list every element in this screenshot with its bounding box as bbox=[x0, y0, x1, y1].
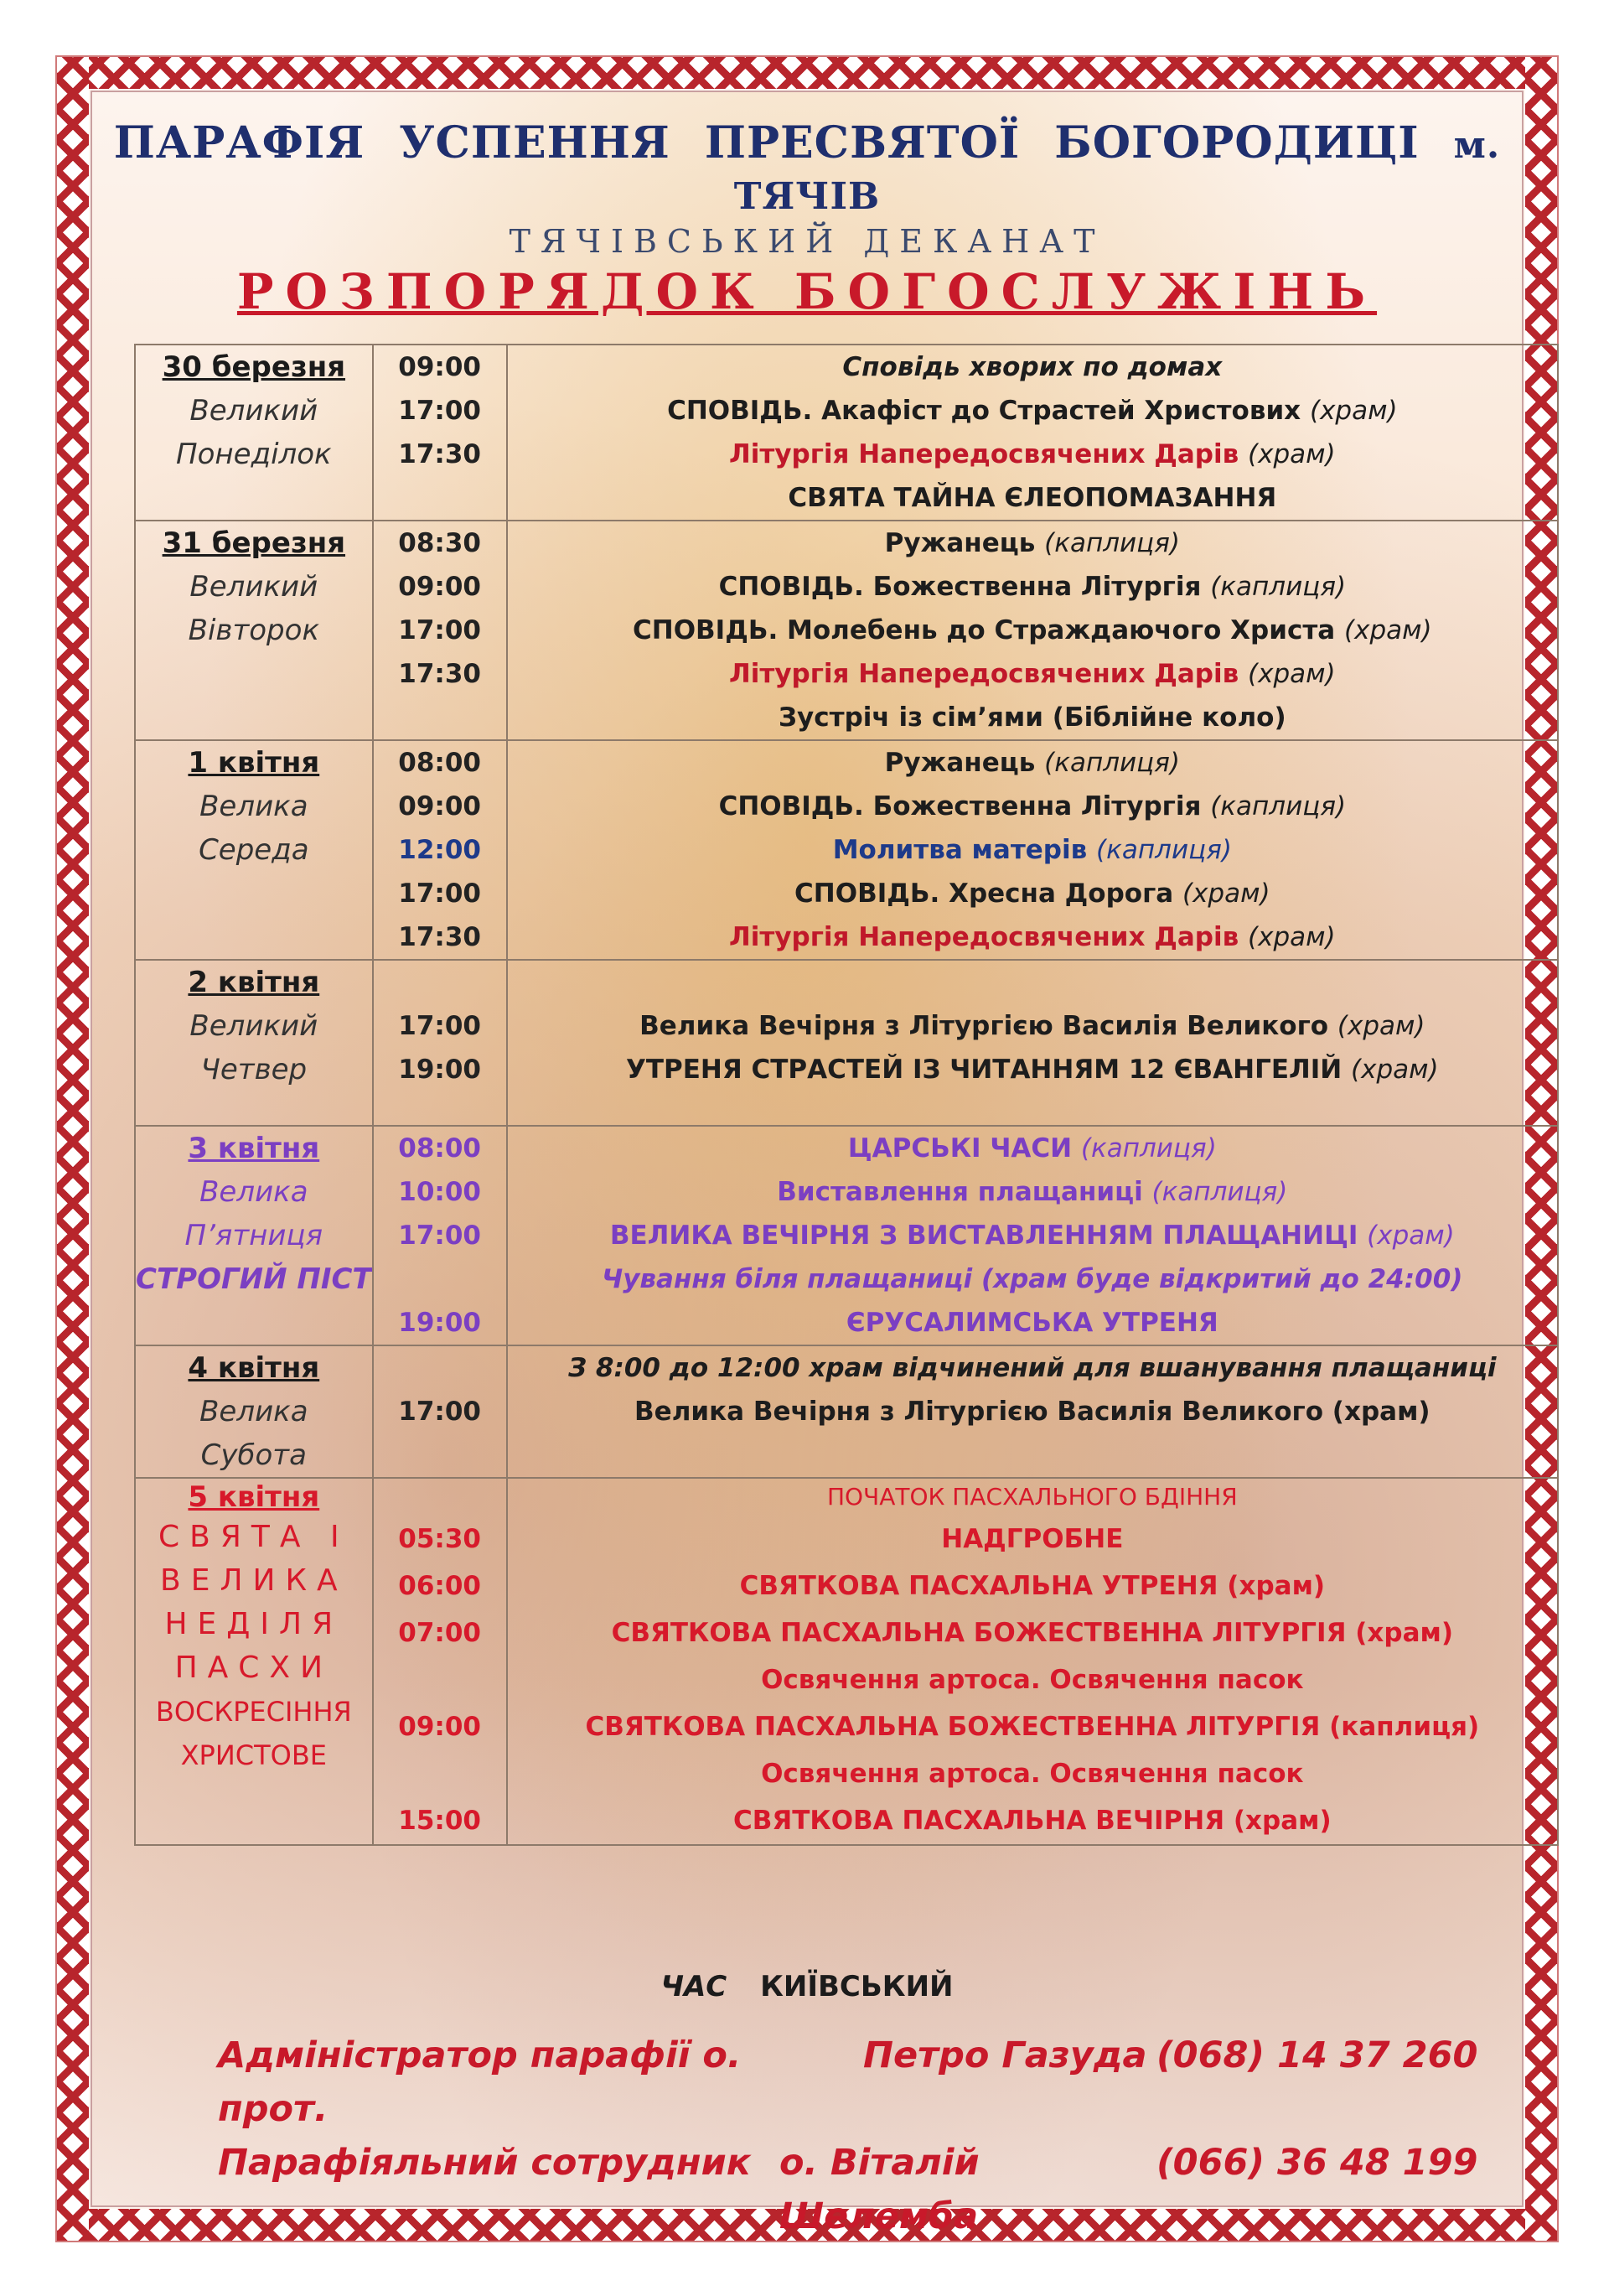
spacer bbox=[374, 1656, 506, 1703]
day-cell bbox=[135, 1345, 373, 1478]
events-cell bbox=[507, 345, 1558, 521]
day-name: Четвер bbox=[200, 1053, 308, 1086]
service-event bbox=[508, 741, 1557, 785]
parish-city: м. ТЯЧІВ bbox=[733, 124, 1501, 218]
event-title: Велика Вечірня з Літургією Василія Великого (храм) bbox=[634, 1397, 1431, 1427]
service-event: СВЯТКОВА ПАСХАЛЬНА БОЖЕСТВЕННА ЛІТУРГІЯ (храм) bbox=[611, 1618, 1454, 1648]
day-date: 2 квітня bbox=[188, 966, 320, 999]
service-time: 17:00 bbox=[398, 1397, 481, 1427]
service-event bbox=[508, 609, 1557, 652]
service-event bbox=[508, 1048, 1557, 1091]
event-title: ВЕЛИКА ВЕЧІРНЯ З ВИСТАВЛЕННЯМ ПЛАЩАНИЦІ bbox=[609, 1221, 1358, 1251]
times-cell bbox=[373, 1345, 507, 1478]
event-title: Молитва матерів bbox=[832, 835, 1088, 865]
deanery: ТЯЧІВСЬКИЙ ДЕКАНАТ bbox=[509, 223, 1105, 260]
service-time: 09:00 bbox=[398, 1712, 481, 1742]
table-row bbox=[135, 1478, 1558, 1845]
header bbox=[92, 117, 1522, 320]
service-event bbox=[508, 433, 1557, 476]
event-title: Літургія Напередосвячених Дарів bbox=[729, 922, 1239, 952]
events-cell bbox=[507, 960, 1558, 1126]
feast-title-line: ВОСКРЕСІННЯ bbox=[155, 1696, 352, 1728]
event-location: (каплиця) bbox=[1210, 791, 1347, 821]
day-date: 30 березня bbox=[162, 350, 346, 384]
day-name: П’ятниця bbox=[184, 1219, 323, 1252]
service-event: Освячення артоса. Освячення пасок bbox=[761, 1665, 1304, 1695]
day-name: Велика bbox=[199, 1175, 308, 1209]
parish-name: ПАРАФІЯ УСПЕННЯ ПРЕСВЯТОЇ БОГОРОДИЦІ bbox=[113, 117, 1420, 168]
service-time: 08:30 bbox=[398, 528, 481, 558]
event-title: Літургія Напередосвячених Дарів bbox=[729, 439, 1239, 469]
day-date: 31 березня bbox=[162, 526, 346, 560]
service-time bbox=[374, 476, 506, 520]
event-location: (храм) bbox=[1182, 878, 1270, 909]
event-title: УТРЕНЯ СТРАСТЕЙ ІЗ ЧИТАННЯМ 12 ЄВАНГЕЛІЙ bbox=[625, 1055, 1343, 1085]
service-time: 10:00 bbox=[398, 1177, 481, 1207]
service-time: 09:00 bbox=[398, 352, 481, 382]
service-event: СВЯТКОВА ПАСХАЛЬНА УТРЕНЯ (храм) bbox=[739, 1571, 1326, 1601]
day-name: Субота bbox=[200, 1438, 307, 1472]
service-event bbox=[508, 1257, 1557, 1301]
event-title: СПОВІДЬ. Молебень до Страждаючого Христа bbox=[633, 615, 1336, 645]
service-time: 17:30 bbox=[398, 922, 481, 952]
table-row bbox=[135, 740, 1558, 960]
event-location: (храм) bbox=[1351, 1055, 1439, 1085]
day-date: 5 квітня bbox=[188, 1480, 320, 1514]
table-row bbox=[135, 1345, 1558, 1478]
ornament-border-top bbox=[57, 57, 1557, 89]
service-event bbox=[508, 1390, 1557, 1433]
service-time: 17:30 bbox=[398, 439, 481, 469]
event-location: (храм) bbox=[1248, 659, 1336, 689]
service-event bbox=[508, 476, 1557, 520]
event-title: Ружанець bbox=[884, 748, 1036, 778]
service-time: 17:30 bbox=[398, 659, 481, 689]
service-time: 17:00 bbox=[398, 615, 481, 645]
event-location: (храм) bbox=[1248, 439, 1336, 469]
service-event bbox=[508, 828, 1557, 872]
poster-body bbox=[91, 91, 1524, 2237]
service-time: 07:00 bbox=[398, 1618, 481, 1648]
event-title: Велика Вечірня з Літургією Василія Великого bbox=[639, 1011, 1329, 1041]
service-event bbox=[508, 1346, 1557, 1390]
time-label: ЧАС bbox=[660, 1970, 727, 2003]
event-location: (каплиця) bbox=[1044, 748, 1181, 778]
service-event bbox=[508, 696, 1557, 739]
day-cell bbox=[135, 1126, 373, 1345]
day-name: Великий bbox=[189, 570, 318, 604]
contact-role: Адміністратор парафії о. прот. bbox=[218, 2034, 742, 2130]
spacer bbox=[136, 1301, 372, 1345]
service-event bbox=[508, 1301, 1557, 1345]
event-location: (храм) bbox=[1344, 615, 1432, 645]
event-title: ЄРУСАЛИМСЬКА УТРЕНЯ bbox=[846, 1308, 1218, 1338]
feast-title-line: СВЯТА І bbox=[158, 1520, 349, 1554]
service-time: 09:00 bbox=[398, 572, 481, 602]
service-time bbox=[374, 696, 506, 739]
event-title: Виставлення плащаниці bbox=[777, 1177, 1143, 1207]
feast-title-line: ХРИСТОВЕ bbox=[180, 1739, 328, 1771]
day-cell bbox=[135, 960, 373, 1126]
service-event bbox=[508, 915, 1557, 959]
event-location: (каплиця) bbox=[1096, 835, 1232, 865]
events-cell bbox=[507, 521, 1558, 740]
service-time: 17:00 bbox=[398, 1011, 481, 1041]
day-name: Велика bbox=[199, 790, 308, 823]
table-row bbox=[135, 345, 1558, 521]
events-cell bbox=[507, 1345, 1558, 1478]
event-title: СПОВІДЬ. Божественна Літургія bbox=[718, 791, 1202, 821]
service-time: 12:00 bbox=[398, 835, 481, 865]
service-time: 05:30 bbox=[398, 1524, 481, 1554]
service-event bbox=[508, 1127, 1557, 1170]
schedule-table bbox=[134, 344, 1559, 1846]
service-time bbox=[374, 1257, 506, 1301]
table-row bbox=[135, 960, 1558, 1126]
events-cell bbox=[507, 1478, 1558, 1845]
event-location: (каплиця) bbox=[1151, 1177, 1288, 1207]
service-event: ПОЧАТОК ПАСХАЛЬНОГО БДІННЯ bbox=[826, 1483, 1238, 1511]
events-cell bbox=[507, 1126, 1558, 1345]
contact-row bbox=[218, 2029, 1477, 2136]
event-location: (храм) bbox=[1309, 396, 1398, 426]
day-name: Середа bbox=[199, 833, 309, 867]
table-row bbox=[135, 521, 1558, 740]
service-time: 19:00 bbox=[398, 1308, 481, 1338]
service-time: 17:00 bbox=[398, 396, 481, 426]
event-title: Літургія Напередосвячених Дарів bbox=[729, 659, 1239, 689]
day-cell bbox=[135, 345, 373, 521]
table-row bbox=[135, 1126, 1558, 1345]
event-title: З 8:00 до 12:00 храм відчинений для вшанування плащаниці bbox=[568, 1353, 1497, 1383]
service-time: 09:00 bbox=[398, 791, 481, 821]
event-title: СПОВІДЬ. Божественна Літургія bbox=[718, 572, 1202, 602]
feast-title-line: ВЕЛИКА bbox=[160, 1563, 348, 1598]
times-cell bbox=[373, 740, 507, 960]
service-time: 17:00 bbox=[398, 878, 481, 909]
times-cell bbox=[373, 1126, 507, 1345]
service-event: СВЯТКОВА ПАСХАЛЬНА БОЖЕСТВЕННА ЛІТУРГІЯ (каплиця) bbox=[585, 1712, 1480, 1742]
day-cell bbox=[135, 521, 373, 740]
event-location: (каплиця) bbox=[1210, 572, 1347, 602]
service-event bbox=[508, 565, 1557, 609]
day-cell bbox=[135, 1478, 373, 1845]
service-event: СВЯТКОВА ПАСХАЛЬНА ВЕЧІРНЯ (храм) bbox=[732, 1806, 1332, 1836]
day-date: 4 квітня bbox=[188, 1351, 320, 1385]
times-cell bbox=[373, 960, 507, 1126]
contact-row bbox=[218, 2136, 1477, 2243]
contact-name: о. Віталій Шелемба bbox=[779, 2142, 980, 2237]
service-event bbox=[508, 1170, 1557, 1214]
event-title: ЦАРСЬКІ ЧАСИ bbox=[847, 1133, 1073, 1164]
contact-phone: (066) 36 48 199 bbox=[1156, 2142, 1478, 2184]
event-title: Сповідь хворих по домах bbox=[842, 352, 1223, 382]
day-name: Вівторок bbox=[188, 614, 319, 647]
contact-name: Петро Газуда bbox=[863, 2034, 1147, 2076]
service-time: 17:00 bbox=[398, 1221, 481, 1251]
day-name: Великий bbox=[189, 394, 318, 428]
event-location: (храм) bbox=[1337, 1011, 1425, 1041]
service-event bbox=[508, 652, 1557, 696]
spacer bbox=[374, 1750, 506, 1797]
event-location: (каплиця) bbox=[1080, 1133, 1217, 1164]
day-date: 1 квітня bbox=[188, 746, 320, 780]
event-location: (храм) bbox=[1367, 1221, 1455, 1251]
contacts bbox=[218, 2029, 1477, 2243]
ornament-border-left bbox=[57, 57, 89, 2241]
service-event bbox=[508, 389, 1557, 433]
time-zone: КИЇВСЬКИЙ bbox=[760, 1970, 954, 2003]
times-cell bbox=[373, 345, 507, 521]
service-time: 08:00 bbox=[398, 1133, 481, 1164]
event-location: (храм) bbox=[1248, 922, 1336, 952]
service-event bbox=[508, 1004, 1557, 1048]
page-frame bbox=[55, 55, 1559, 2242]
service-event: Освячення артоса. Освячення пасок bbox=[761, 1759, 1304, 1789]
service-event bbox=[508, 785, 1557, 828]
event-location: (каплиця) bbox=[1044, 528, 1181, 558]
day-cell bbox=[135, 740, 373, 960]
service-time: 08:00 bbox=[398, 748, 481, 778]
service-event: НАДГРОБНЕ bbox=[941, 1524, 1124, 1554]
event-title: Чування біля плащаниці (храм буде відкритий до 24:00) bbox=[602, 1264, 1463, 1294]
time-zone-note bbox=[92, 1970, 1522, 2003]
day-date: 3 квітня bbox=[188, 1132, 320, 1165]
event-title: СПОВІДЬ. Акафіст до Страстей Христових bbox=[667, 396, 1301, 426]
schedule-title: РОЗПОРЯДОК БОГОСЛУЖІНЬ bbox=[236, 263, 1378, 320]
event-title: Ружанець bbox=[884, 528, 1036, 558]
day-name: Великий bbox=[189, 1009, 318, 1043]
feast-title-line: ПАСХИ bbox=[174, 1651, 334, 1685]
service-time: 15:00 bbox=[398, 1806, 481, 1836]
event-title: СВЯТА ТАЙНА ЄЛЕОПОМАЗАННЯ bbox=[788, 483, 1277, 513]
service-event bbox=[508, 521, 1557, 565]
event-title: Зустріч із сім’ями (Біблійне коло) bbox=[779, 702, 1286, 733]
service-time: 19:00 bbox=[398, 1055, 481, 1085]
event-title: СПОВІДЬ. Хресна Дорога bbox=[794, 878, 1174, 909]
day-name: Понеділок bbox=[176, 438, 332, 471]
contact-role: Парафіяльний сотрудник bbox=[218, 2142, 751, 2184]
contact-phone: (068) 14 37 260 bbox=[1156, 2034, 1478, 2076]
parish-title bbox=[92, 117, 1522, 220]
service-time: 06:00 bbox=[398, 1571, 481, 1601]
events-cell bbox=[507, 740, 1558, 960]
times-cell bbox=[373, 521, 507, 740]
service-event bbox=[508, 1214, 1557, 1257]
day-name: Велика bbox=[199, 1395, 308, 1428]
strict-fast-label: СТРОГИЙ ПІСТ bbox=[136, 1262, 372, 1296]
service-event bbox=[508, 345, 1557, 389]
feast-title-line: НЕДІЛЯ bbox=[164, 1607, 344, 1641]
service-event bbox=[508, 872, 1557, 915]
times-cell bbox=[373, 1478, 507, 1845]
